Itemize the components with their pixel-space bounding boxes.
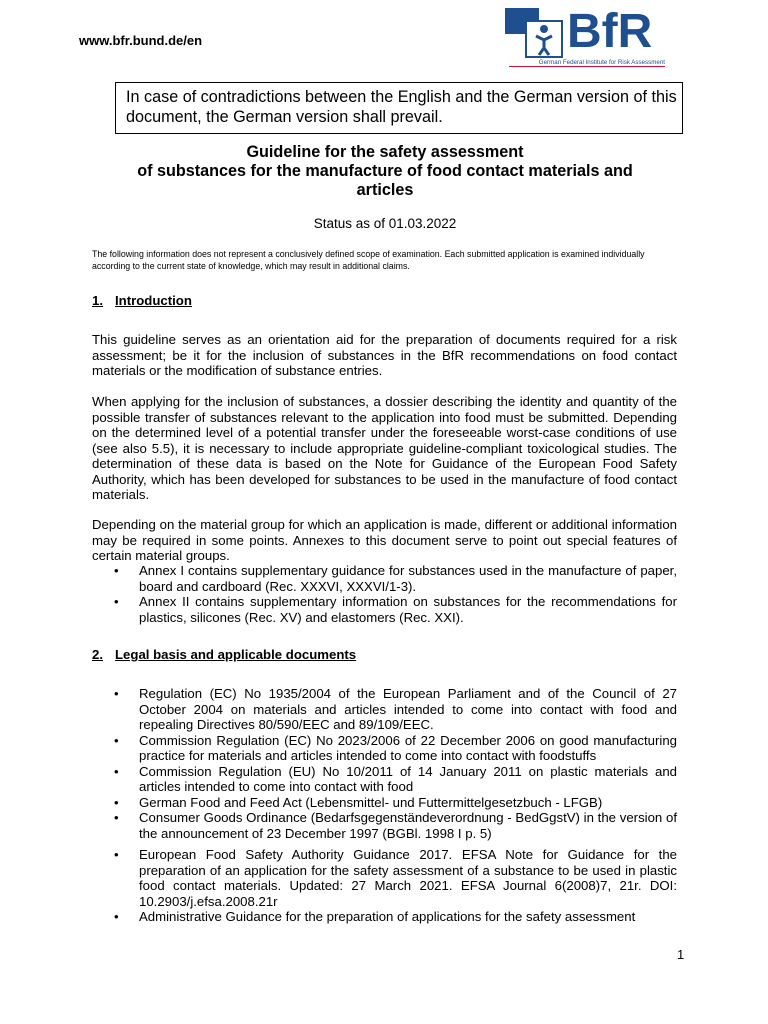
list-item: • European Food Safety Authority Guidance 2017. EFSA Note for Guidance for the preparation of an application for the safety assessment of a substance to be used in plastic food contact materials. Updated: 27 March 2021. EFSA Journal 6(2008)7, 21r. DOI: 10.2903/j.efsa.2008.21r xyxy=(114,847,677,909)
bullet-icon: • xyxy=(114,810,119,825)
bfr-logo-icon xyxy=(505,8,565,58)
bullet-icon: • xyxy=(114,847,119,862)
bullet-icon: • xyxy=(114,909,119,924)
title-line-2: of substances for the manufacture of food contact materials and xyxy=(137,162,633,180)
bullet-icon: • xyxy=(114,763,119,779)
section-number: 2. xyxy=(92,647,103,662)
list-item: • Commission Regulation (EC) No 2023/2006 of 22 December 2006 on good manufacturing practice for materials and articles intended to come into contact with foodstuffs xyxy=(114,732,677,763)
list-item: • Regulation (EC) No 1935/2004 of the European Parliament and of the Council of 27 October 2004 on materials and articles intended to come into contact with food and repealing Directives 80/590/EEC and 89/109/EEC. xyxy=(114,686,677,732)
document-title xyxy=(80,143,690,200)
disclaimer-text: The following information does not represent a conclusively defined scope of examination. Each submitted application is examined individually according to the current state of knowledge, which may result in additional claims. xyxy=(92,249,645,271)
section-heading-introduction xyxy=(92,293,192,308)
list-item: • Consumer Goods Ordinance (Bedarfsgegenständeverordnung - BedGgstV) in the version of the announcement of 23 December 1997 (BGBl. 1998 I p. 5) xyxy=(114,810,677,841)
section-title: Legal basis and applicable documents xyxy=(115,647,357,662)
website-url[interactable]: www.bfr.bund.de/en xyxy=(79,33,203,48)
bfr-logo-text: BfR xyxy=(567,5,653,58)
title-line-3: articles xyxy=(356,181,414,199)
bullet-icon: • xyxy=(114,732,119,748)
title-line-1: Guideline for the safety assessment xyxy=(246,143,524,161)
bullet-icon: • xyxy=(114,794,119,810)
legal-documents-list xyxy=(92,686,677,925)
section-title: Introduction xyxy=(115,293,192,308)
intro-paragraph-2: When applying for the inclusion of substances, a dossier describing the identity and quantity of the possible transfer of substances relevant to the application into food must be submitted. Depending on the determined level of a potential transfer under the foreseeable worst-case conditions of use (see also 5.5), it is necessary to include appropriate guideline-compliant toxicological studies. The determination of these data is based on the Note for Guidance of the European Food Safety Authority, which has been developed for substances to be used in the manufacture of food contact materials. xyxy=(92,394,677,502)
list-item: • German Food and Feed Act (Lebensmittel- und Futtermittelgesetzbuch - LFGB) xyxy=(114,794,603,810)
section-number: 1. xyxy=(92,293,103,308)
annex-list xyxy=(92,563,677,625)
intro-paragraph-1: This guideline serves as an orientation aid for the preparation of documents required for a risk assessment; be it for the inclusion of substances in the BfR recommendations on food contact materials or the modification of substance entries. xyxy=(92,332,677,378)
bullet-icon: • xyxy=(114,594,119,609)
logo-divider xyxy=(509,66,665,67)
bullet-icon: • xyxy=(114,563,119,578)
language-notice-box: In case of contradictions between the English and the German version of this document, the German version shall prevail. xyxy=(115,82,683,134)
bfr-logo xyxy=(505,5,667,70)
section-heading-legal-basis xyxy=(92,647,356,662)
list-item: • Annex I contains supplementary guidance for substances used in the manufacture of paper, board and cardboard (Rec. XXXVI, XXXVI/1-3). xyxy=(114,563,677,594)
bfr-logo-subtitle: German Federal Institute for Risk Assessment xyxy=(538,59,665,66)
list-item: • Commission Regulation (EU) No 10/2011 of 14 January 2011 on plastic materials and articles intended to come into contact with food xyxy=(114,763,677,794)
page-number: 1 xyxy=(677,947,685,962)
list-item: • Annex II contains supplementary information on substances for the recommendations for plastics, silicones (Rec. XV) and elastomers (Rec. XXI). xyxy=(114,594,677,625)
list-item: • Administrative Guidance for the preparation of applications for the safety assessment xyxy=(114,909,636,924)
intro-paragraph-3: Depending on the material group for which an application is made, different or additional information may be required in some points. Annexes to this document serve to point out special features of certain material groups. xyxy=(92,517,677,563)
status-date: Status as of 01.03.2022 xyxy=(313,216,457,231)
bullet-icon: • xyxy=(114,686,119,701)
